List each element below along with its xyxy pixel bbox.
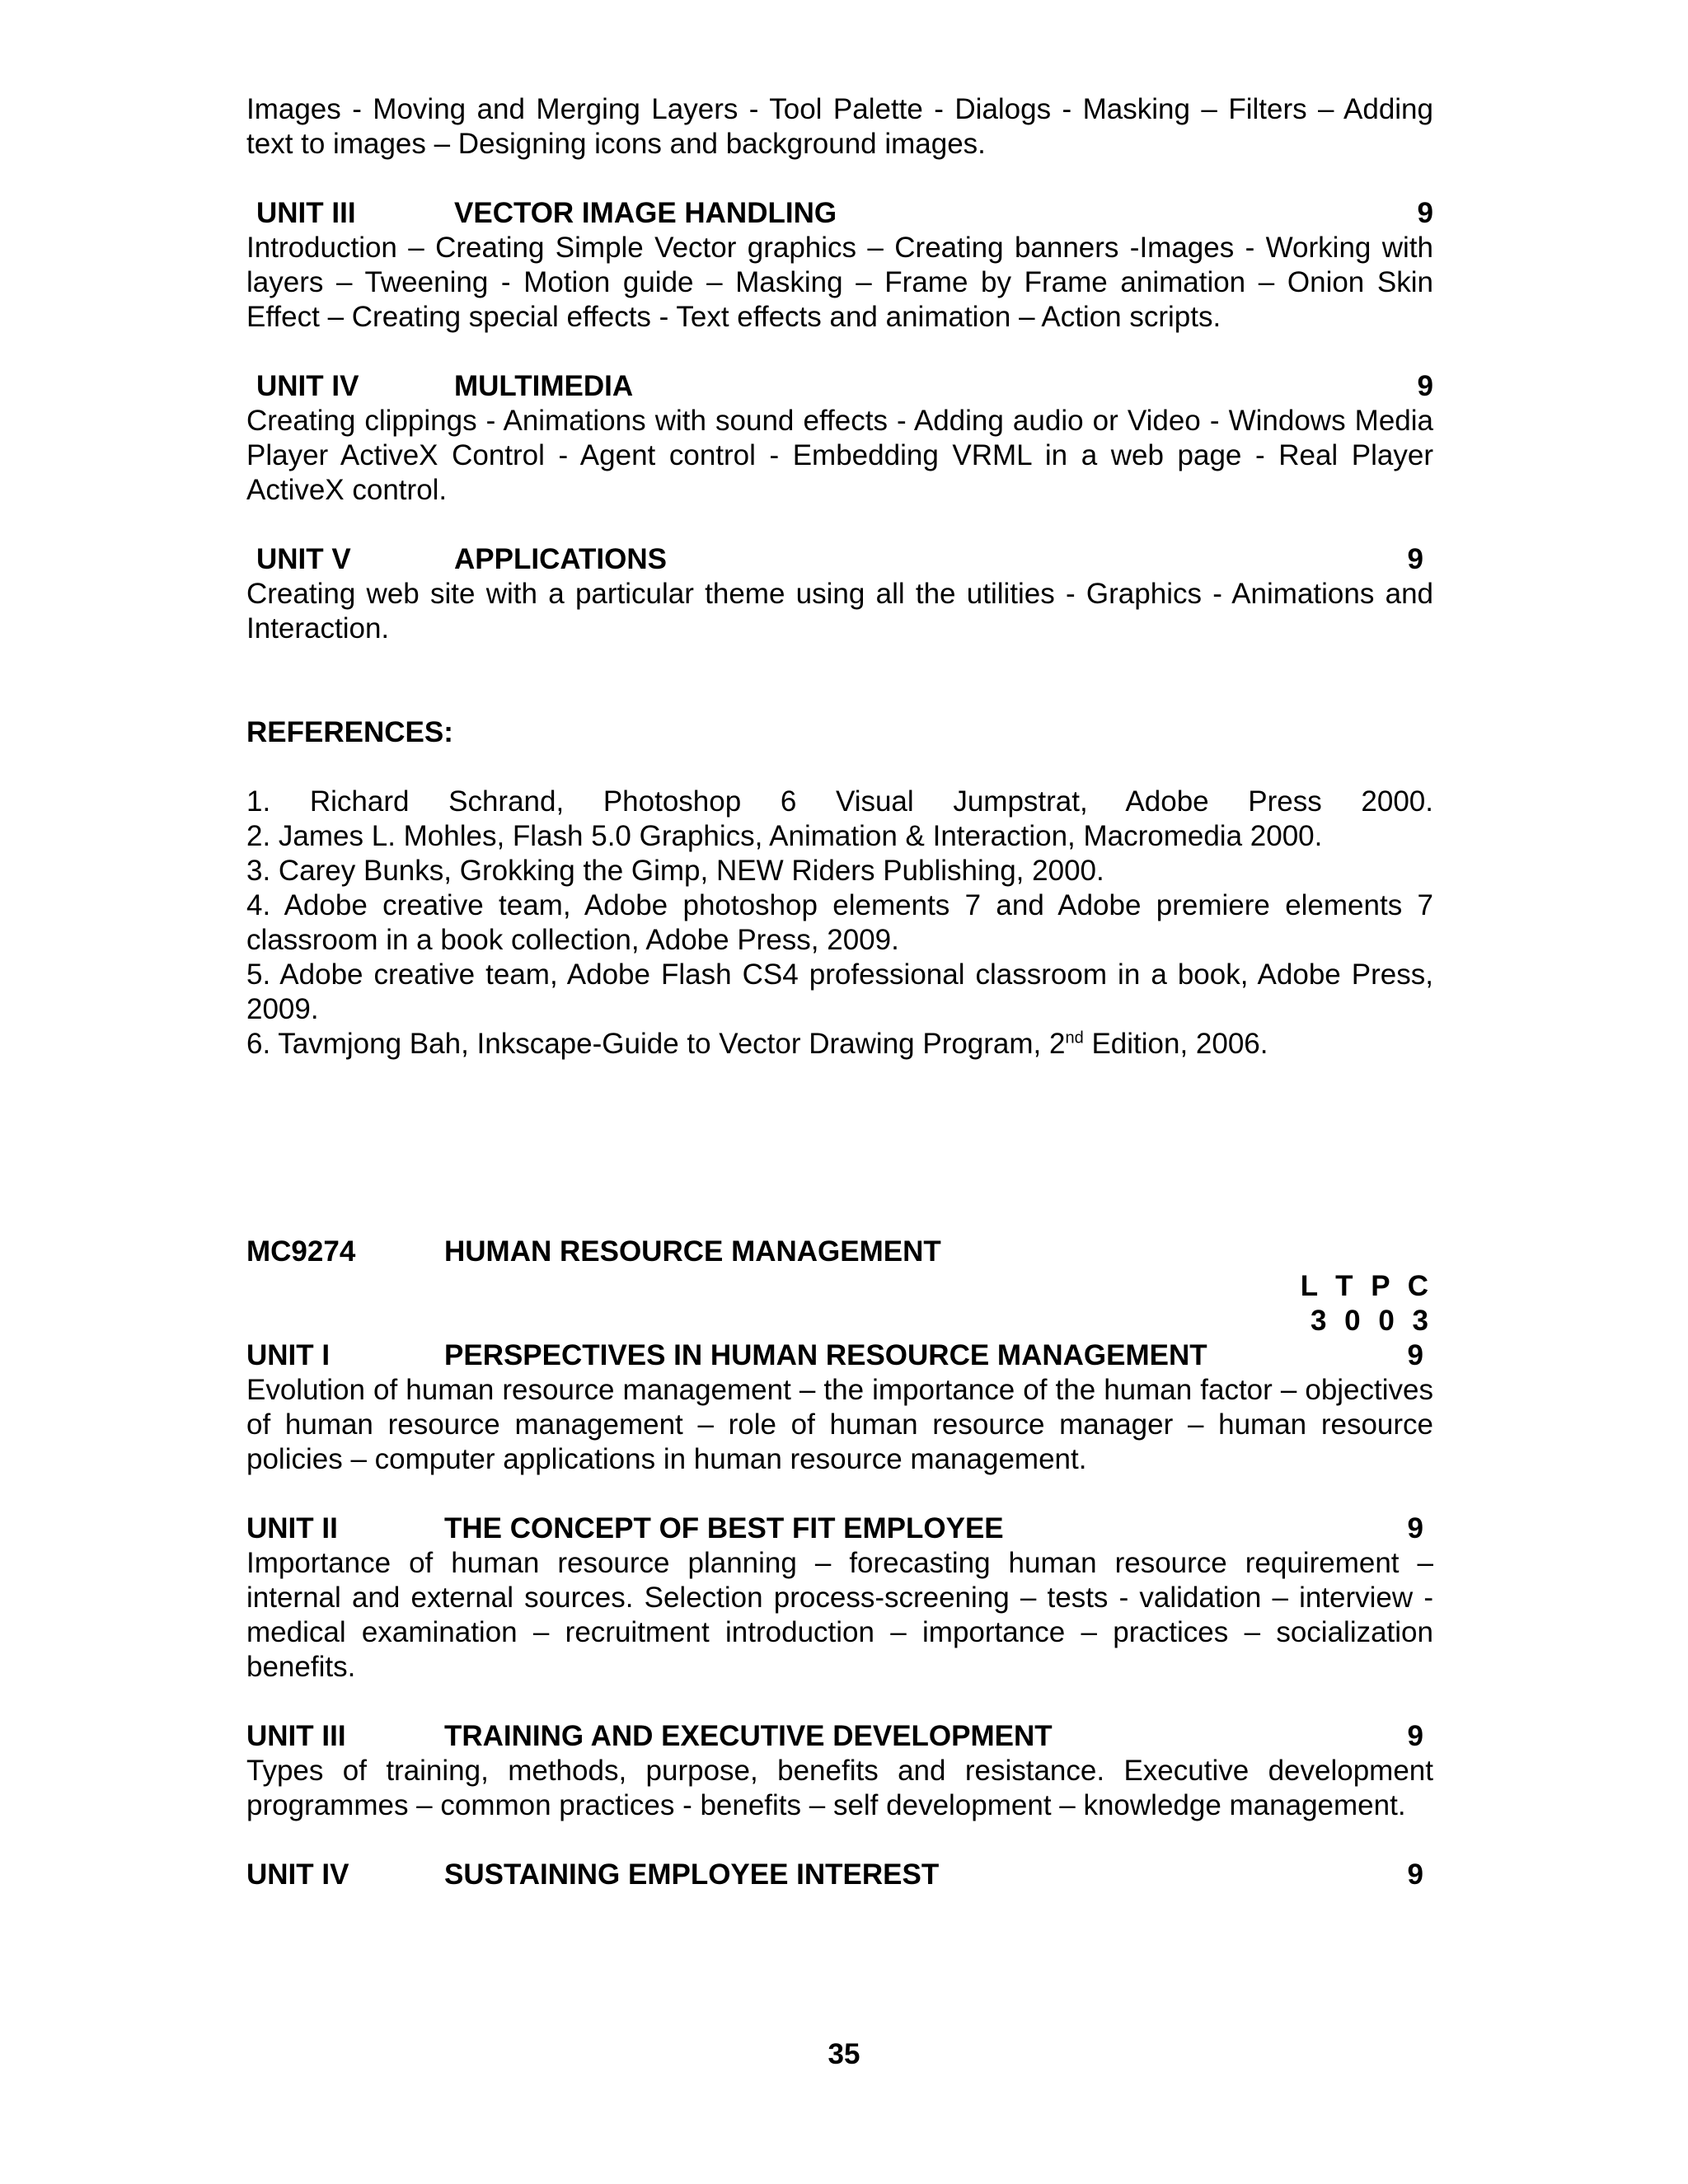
unit-hours: 9 <box>1407 1858 1423 1891</box>
unit-label: UNIT IV <box>256 370 359 402</box>
references-heading: REFERENCES: <box>246 716 453 748</box>
intro-paragraph: Images - Moving and Merging Layers - Tool Palette - Dialogs - Masking – Filters – Adding text to images – Designing icons and background images. <box>246 93 1433 160</box>
unit-hours: 9 <box>1407 543 1423 575</box>
unit-hours: 9 <box>1417 370 1433 402</box>
unit-title: THE CONCEPT OF BEST FIT EMPLOYEE <box>444 1512 1004 1544</box>
ltpc-values: 3 0 0 3 <box>1310 1305 1433 1337</box>
ltpc-label: L T P C <box>1300 1270 1433 1302</box>
unit-heading <box>246 1719 1433 1754</box>
spacer <box>246 508 1433 542</box>
reference-text: Edition, 2006. <box>1083 1028 1268 1060</box>
unit-title: VECTOR IMAGE HANDLING <box>454 197 837 229</box>
spacer <box>246 750 1433 785</box>
unit-heading <box>246 542 1433 577</box>
unit-heading <box>246 196 1433 231</box>
unit-description: Creating web site with a particular theme using all the utilities - Graphics - Animations and Interaction. <box>246 578 1433 644</box>
reference-item: 1. Richard Schrand, Photoshop 6 Visual Jumpstrat, Adobe Press 2000. <box>246 785 1433 818</box>
unit-label: UNIT III <box>246 1720 346 1752</box>
unit-hours: 9 <box>1407 1720 1423 1752</box>
unit-label: UNIT III <box>256 197 356 229</box>
page-number: 35 <box>828 2038 860 2070</box>
reference-item: 4. Adobe creative team, Adobe photoshop elements 7 and Adobe premiere elements 7 classroom in a book collection, Adobe Press, 2009. <box>246 889 1433 956</box>
unit-heading <box>246 1511 1433 1546</box>
unit-title: MULTIMEDIA <box>454 370 634 402</box>
unit-title: APPLICATIONS <box>454 543 667 575</box>
unit-heading <box>246 369 1433 404</box>
reference-item <box>246 1027 1433 1062</box>
spacer <box>246 162 1433 196</box>
spacer <box>246 646 1433 715</box>
unit-description: Types of training, methods, purpose, benefits and resistance. Executive development programmes – common practices - benefits – self development – knowledge management. <box>246 1755 1433 1821</box>
spacer <box>246 1477 1433 1511</box>
unit-title: TRAINING AND EXECUTIVE DEVELOPMENT <box>444 1720 1053 1752</box>
unit-label: UNIT IV <box>246 1858 349 1891</box>
unit-label: UNIT I <box>246 1339 331 1371</box>
spacer <box>246 1823 1433 1858</box>
unit-heading <box>246 1858 1433 1892</box>
unit-description: Introduction – Creating Simple Vector graphics – Creating banners -Images - Working with layers – Tweening - Motion guide – Masking – Frame by Frame animation – Onion Skin Effect – Creating special effects - Text effects and animation – Action scripts. <box>246 232 1433 333</box>
reference-superscript: nd <box>1065 1029 1084 1047</box>
reference-item: 5. Adobe creative team, Adobe Flash CS4 professional classroom in a book, Adobe Press, 2009. <box>246 958 1433 1025</box>
unit-title: PERSPECTIVES IN HUMAN RESOURCE MANAGEMENT <box>444 1339 1207 1371</box>
unit-description: Evolution of human resource management – the importance of the human factor – objectives of human resource management – role of human resource manager – human resource policies – computer applications in human resource management. <box>246 1374 1433 1475</box>
reference-item: 3. Carey Bunks, Grokking the Gimp, NEW Riders Publishing, 2000. <box>246 855 1104 887</box>
spacer <box>246 1062 1433 1235</box>
spacer <box>246 1685 1433 1719</box>
unit-description: Creating clippings - Animations with sound effects - Adding audio or Video - Windows Media Player ActiveX Control - Agent control - Embedding VRML in a web page - Real Player ActiveX control. <box>246 405 1433 506</box>
unit-label: UNIT V <box>256 543 351 575</box>
course-heading <box>246 1235 1433 1269</box>
reference-item: 2. James L. Mohles, Flash 5.0 Graphics, Animation & Interaction, Macromedia 2000. <box>246 820 1323 852</box>
unit-label: UNIT II <box>246 1512 338 1544</box>
spacer <box>246 335 1433 369</box>
unit-description: Importance of human resource planning – forecasting human resource requirement – internal and external sources. Selection process-screening – tests - validation – interview - medical examination – recruitment introduction – importance – practices – socialization benefits. <box>246 1547 1433 1683</box>
course-code: MC9274 <box>246 1235 356 1268</box>
unit-title: SUSTAINING EMPLOYEE INTEREST <box>444 1858 940 1891</box>
unit-hours: 9 <box>1407 1339 1423 1371</box>
unit-hours: 9 <box>1417 197 1433 229</box>
document-page <box>246 92 1433 1892</box>
reference-text: 6. Tavmjong Bah, Inkscape-Guide to Vector Drawing Program, 2 <box>246 1028 1066 1060</box>
unit-heading <box>246 1338 1433 1373</box>
course-title: HUMAN RESOURCE MANAGEMENT <box>444 1235 941 1268</box>
unit-hours: 9 <box>1407 1512 1423 1544</box>
